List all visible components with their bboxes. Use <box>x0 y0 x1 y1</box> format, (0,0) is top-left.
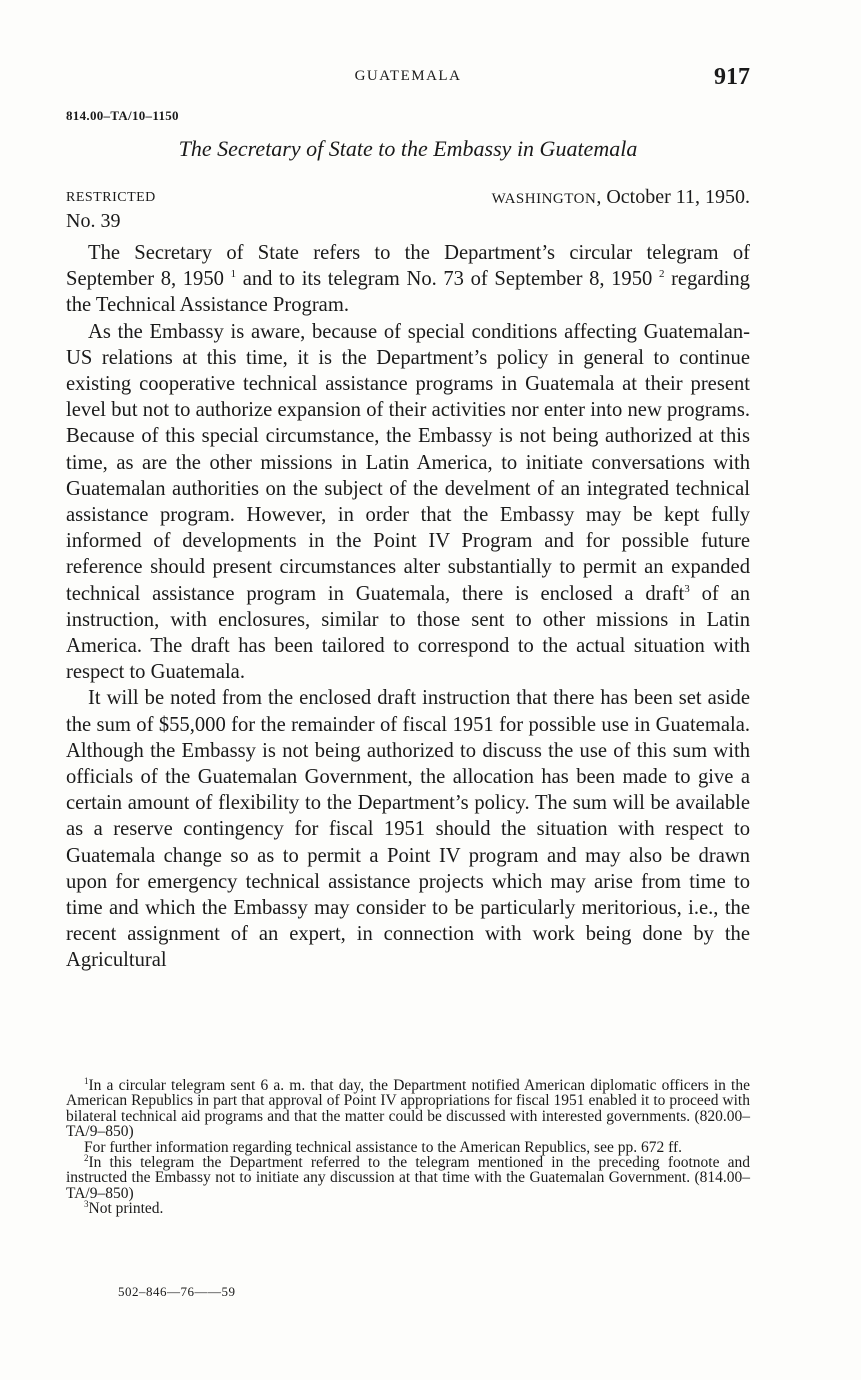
footnote-3-mark: 3 <box>84 1199 89 1210</box>
footnote-1 <box>66 1075 750 1141</box>
running-title: GUATEMALA <box>354 68 462 84</box>
footnote-2-text: In this telegram the Department referred to the telegram mentioned in the preceding footnote and instructed the Embassy not to initiate any discussion at that time with the Guatemalan Government. (814.00–TA/9–850) <box>66 1154 750 1202</box>
footnote-3-text: Not printed. <box>88 1200 164 1218</box>
dateline <box>492 186 750 209</box>
dateline-place: WASHINGTON <box>491 191 597 207</box>
paragraph-1-text-b: and to its telegram No. 73 of September 8, 1950 <box>236 268 659 291</box>
footnote-2-mark: 2 <box>84 1152 89 1163</box>
document-heading: The Secretary of State to the Embassy in Guatemala <box>178 136 638 161</box>
dateline-date: , October 11, 1950. <box>596 186 750 208</box>
footnotes <box>66 1075 750 1218</box>
paragraph-2 <box>66 319 750 686</box>
footnote-2 <box>66 1152 750 1202</box>
footnote-1-text: In a circular telegram sent 6 a. m. that day, the Department notified American diplomatic officers in the American Republics in part that approval of Point IV appropriations for fiscal 1951 enabled it to proceed with bilateral technical aid programs and that the matter could be discussed with interested governments. (820.00–TA/9–850) <box>66 1077 750 1141</box>
printer-signature-line: 502–846—76——59 <box>118 1284 236 1299</box>
body-text <box>66 240 750 974</box>
paragraph-2-text-a: As the Embassy is aware, because of special conditions affecting Guatemalan-US relations at this time, it is the Department’s policy in general to continue existing cooperative technical assistance programs in Guatemala at their present level but not to authorize expansion of their activities nor enter into new programs. Because of this special circumstance, the Embassy is not being authorized at this time, as are the other missions in Latin America, to initiate conversations with Guatemalan authorities on the subject of the develment of an integrated technical assistance program. However, in order that the Embassy may be kept fully informed of developments in the Point IV Program and for possible future reference should present circumstances alter substantially to permit an expanded technical assistance program in Guatemala, there is enclosed a draft <box>66 320 750 605</box>
paragraph-3: It will be noted from the enclosed draft instruction that there has been set aside the sum of $55,000 for the remainder of fiscal 1951 for possible use in Guatemala. Although the Embassy is not being authorized to discuss the use of this sum with officials of the Guatemalan Government, the allocation has been made to give a certain amount of flexibility to the Department’s policy. The sum will be available as a reserve contingency for fiscal 1951 should the situation with respect to Guatemala change so as to permit a Point IV program and may also be drawn upon for emergency technical assistance projects which may arise from time to time and which the Embassy may consider to be particularly meritorious, i.e., the recent assignment of an expert, in connection with work being done by the Agricultural <box>66 687 750 972</box>
footnote-ref-1: 1 <box>230 268 237 281</box>
footnote-1-mark: 1 <box>84 1075 89 1086</box>
paragraph-2-text-b: of an instruction, with enclosures, similar to those sent to other missions in Latin America. The draft has been tailored to correspond to the actual situation with respect to Guatemala. <box>66 582 750 684</box>
classification-label: RESTRICTED <box>66 190 156 205</box>
paragraph-1-text-a: The Secretary of State refers to the Department’s circular telegram of September 8, 1950 <box>66 242 750 291</box>
running-head <box>66 64 750 94</box>
file-reference: 814.00–TA/10–1150 <box>66 108 179 123</box>
paragraph-1-text-c: regarding the Technical Assistance Program. <box>66 268 750 317</box>
paragraph-1 <box>66 240 750 319</box>
footnote-ref-3: 3 <box>684 582 690 595</box>
footnote-3 <box>66 1201 750 1216</box>
document-number: No. 39 <box>66 210 121 232</box>
page-number: 917 <box>714 64 750 90</box>
footnote-1-continuation: For further information regarding technical assistance to the American Republics, see pp. 672 ff. <box>84 1138 683 1156</box>
footnote-ref-2: 2 <box>658 268 665 281</box>
